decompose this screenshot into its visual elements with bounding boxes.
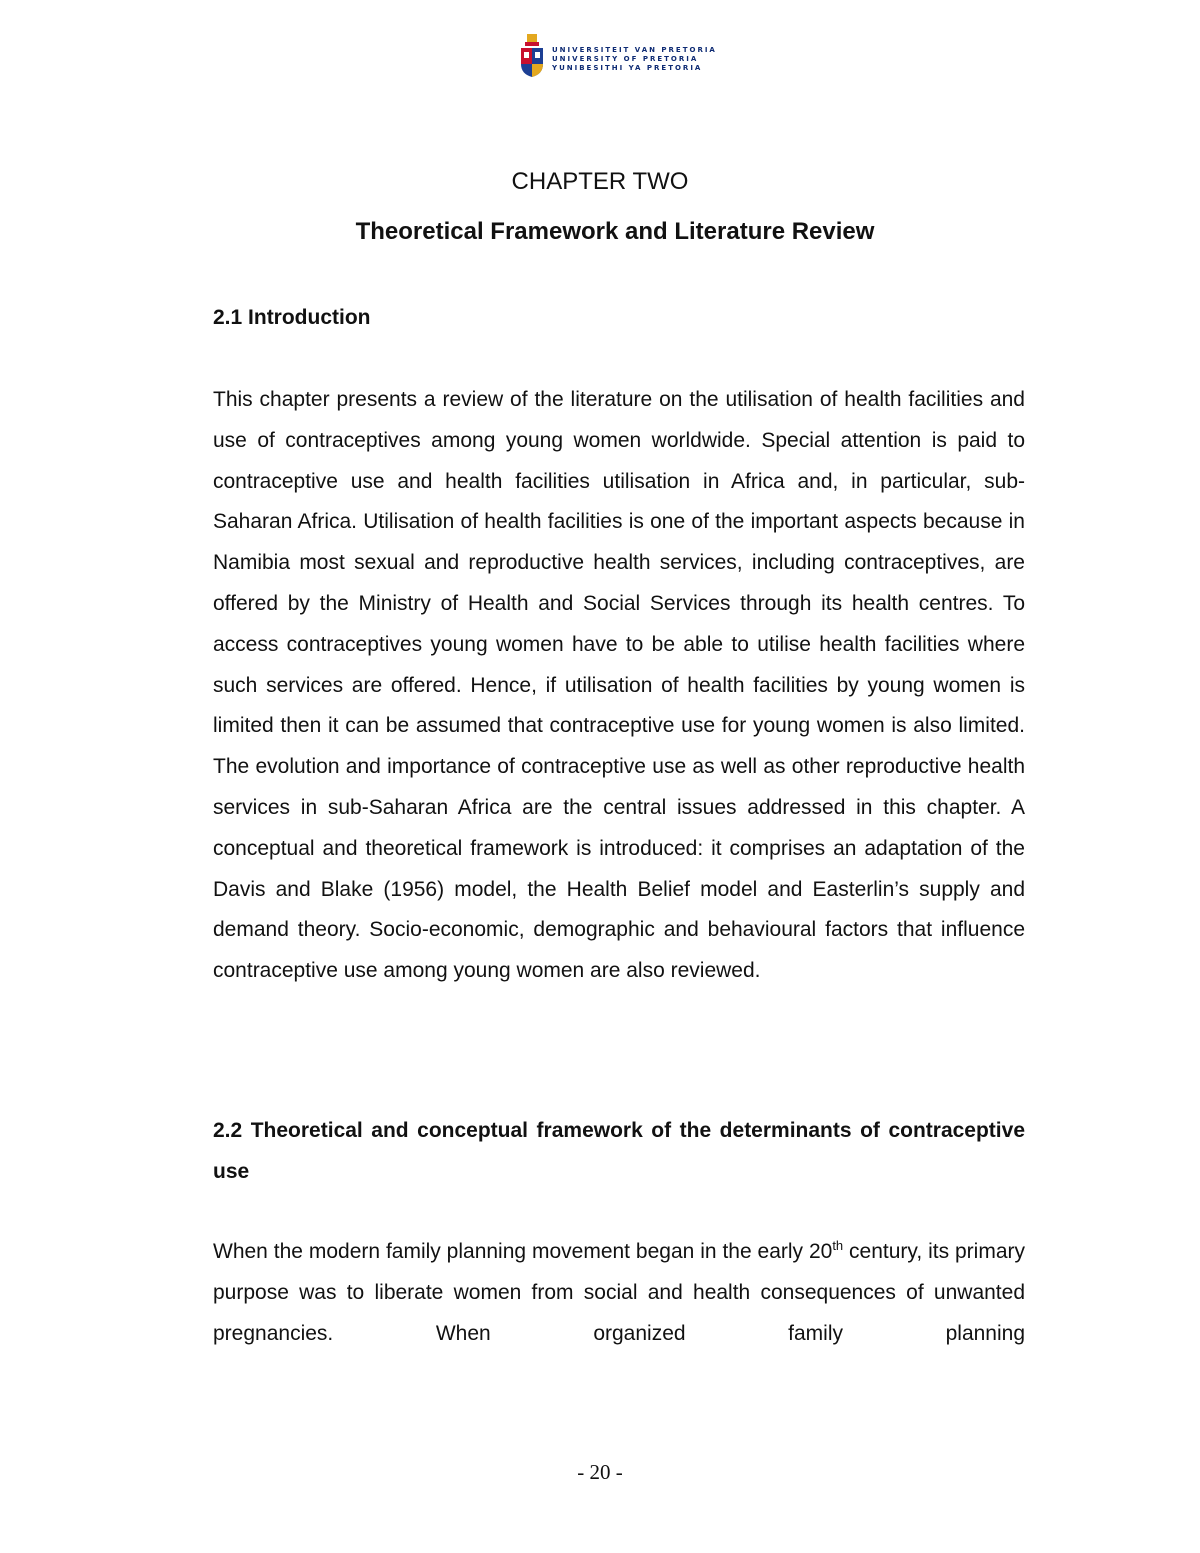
framework-paragraph-text-continued: century, its primary purpose was to liberate women from social and health consequences of unwanted pregnancies. When organized family planning [213,1240,1025,1345]
section-heading-framework: 2.2 Theoretical and conceptual framework of the determinants of contraceptive use [213,1119,1025,1183]
chapter-subtitle: Theoretical Framework and Literature Review [355,218,875,245]
framework-paragraph-text: When the modern family planning movement began in the early 20 [213,1240,833,1263]
logo-text [552,46,717,73]
superscript: th [832,1238,844,1253]
framework-paragraph [213,1232,1025,1354]
chapter-title: CHAPTER TWO [511,168,689,195]
page-number: - 20 - [577,1460,623,1484]
logo-line: UNIVERSITY OF PRETORIA [552,55,699,63]
introduction-paragraph: This chapter presents a review of the literature on the utilisation of health facilities and use of contraceptives among young women worldwide. Special attention is paid to contraceptive use and health facilities utilisation in Africa and, in particular, sub-Saharan Africa. Utilisation of health facilities is one of the important aspects because in Namibia most sexual and reproductive health services, including contraceptives, are offered by the Ministry of Health and Social Services through its health centres. To access contraceptives young women have to be able to utilise health facilities where such services are offered. Hence, if utilisation of health facilities by young women is limited then it can be assumed that contraceptive use for young women is also limited. The evolution and importance of contraceptive use as well as other reproductive health services in sub-Saharan Africa are the central issues addressed in this chapter. A conceptual and theoretical framework is introduced: it comprises an adaptation of the Davis and Blake (1956) model, the Health Belief model and Easterlin’s supply and demand theory. Socio-economic, demographic and behavioural factors that influence contraceptive use among young women are also reviewed. [213,388,1025,983]
section-heading-introduction: 2.1 Introduction [213,306,371,329]
university-crest-icon [518,34,546,78]
logo-line: YUNIBESITHI YA PRETORIA [552,64,703,72]
university-logo [518,34,717,80]
logo-line: UNIVERSITEIT VAN PRETORIA [552,46,717,54]
